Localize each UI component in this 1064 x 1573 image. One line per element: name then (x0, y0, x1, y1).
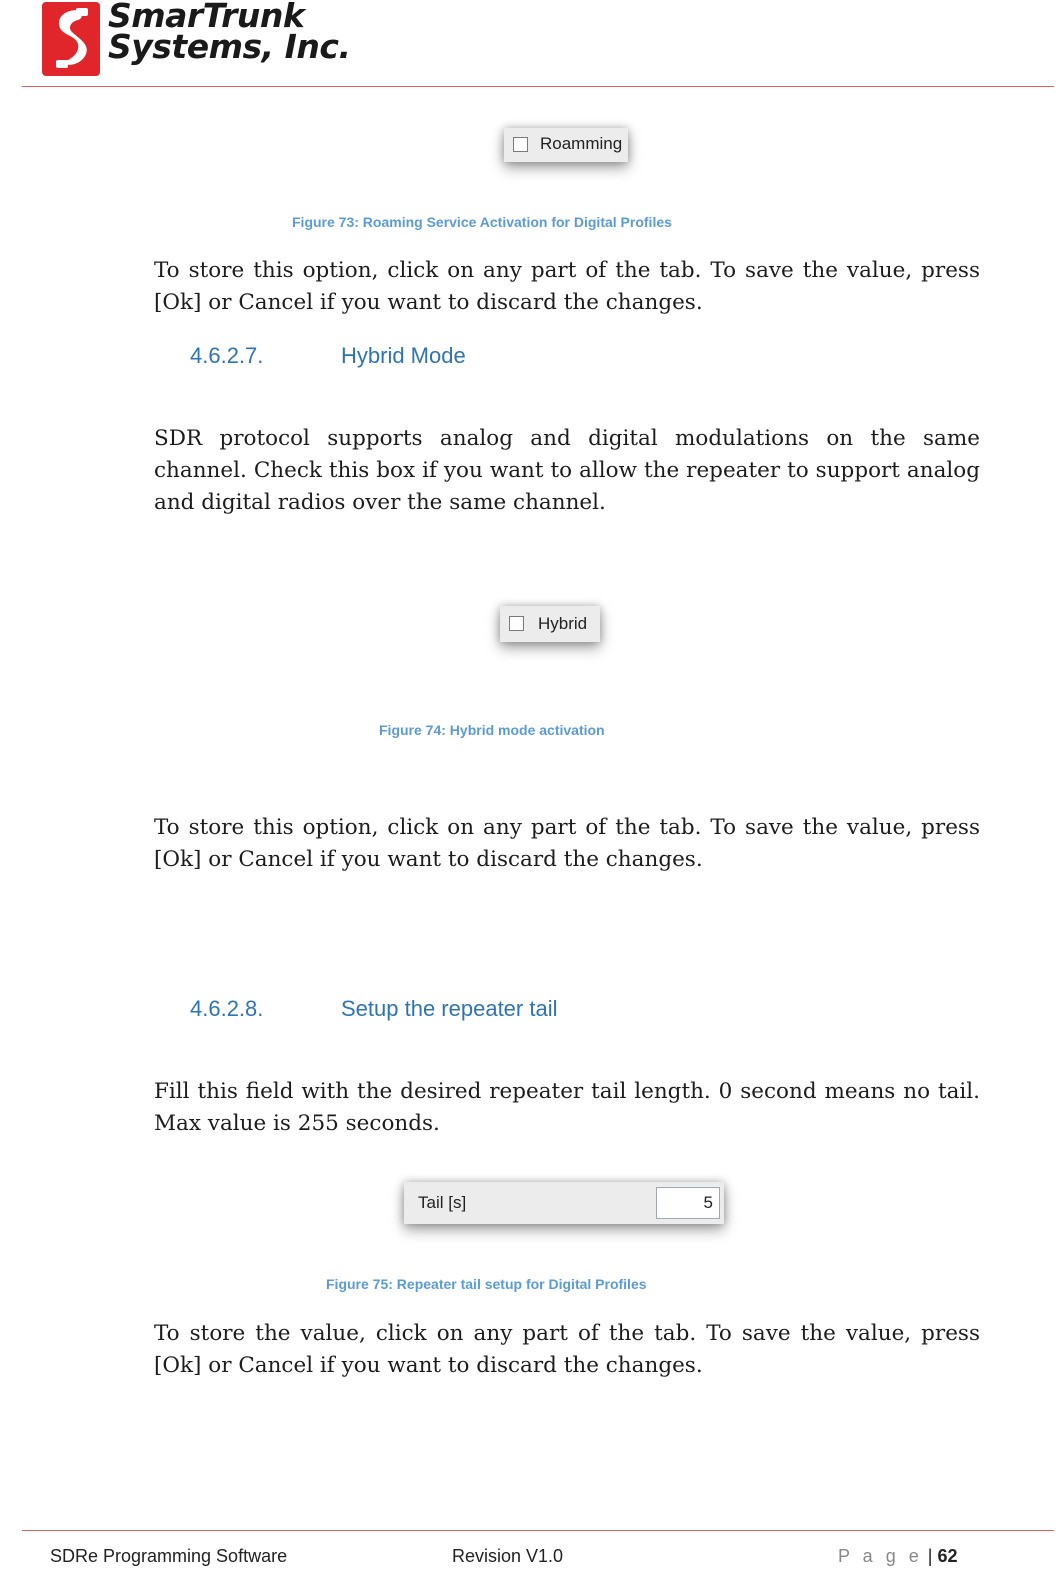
section-number: 4.6.2.8. (190, 996, 264, 1021)
hybrid-checkbox[interactable] (509, 616, 524, 631)
footer-page-number: 62 (937, 1546, 958, 1566)
roaming-checkbox[interactable] (513, 137, 528, 152)
footer-doc-title: SDRe Programming Software (50, 1546, 288, 1566)
paragraph-hybrid-description: SDR protocol supports analog and digital modulations on the same channel. Check this box if you want to allow the repeater to support analog and digital radios over the same channel. (154, 426, 980, 515)
section-title: Hybrid Mode (341, 343, 466, 368)
roaming-checkbox-label: Roamming (540, 134, 623, 153)
header-divider (22, 86, 1054, 87)
tail-field-label: Tail [s] (418, 1193, 467, 1212)
section-heading-repeater-tail (190, 996, 558, 1022)
figure-73-caption: Figure 73: Roaming Service Activation for Digital Profiles (292, 214, 672, 230)
company-logo-text: SmarTrunk Systems, Inc. (108, 0, 351, 66)
hybrid-checkbox-label: Hybrid (538, 614, 588, 633)
paragraph-store-option-2: To store this option, click on any part of the tab. To save the value, press [Ok] or Cancel if you want to discard the changes. (154, 815, 980, 872)
footer-revision: Revision V1.0 (452, 1546, 564, 1566)
paragraph-store-value: To store the value, click on any part of the tab. To save the value, press [Ok] or Cancel if you want to discard the changes. (154, 1321, 980, 1378)
phone-s-logo-icon (42, 2, 100, 76)
section-title: Setup the repeater tail (341, 996, 558, 1021)
paragraph-tail-description: Fill this field with the desired repeater tail length. 0 second means no tail. Max value is 255 seconds. (154, 1079, 980, 1136)
tail-seconds-input[interactable]: 5 (656, 1187, 720, 1219)
figure-74-caption: Figure 74: Hybrid mode activation (379, 722, 605, 738)
footer-page (838, 1546, 957, 1567)
figure-75-caption: Figure 75: Repeater tail setup for Digital Profiles (326, 1276, 647, 1292)
footer-page-separator: | (927, 1546, 933, 1566)
section-number: 4.6.2.7. (190, 343, 264, 368)
roaming-checkbox-screenshot (504, 128, 628, 162)
tail-field-screenshot (404, 1182, 724, 1224)
footer-page-label: P a g e (838, 1546, 923, 1566)
section-heading-hybrid-mode (190, 343, 466, 369)
footer-divider (22, 1530, 1054, 1531)
paragraph-store-option-1: To store this option, click on any part of the tab. To save the value, press [Ok] or Cancel if you want to discard the changes. (154, 258, 980, 315)
hybrid-checkbox-screenshot (500, 606, 600, 642)
